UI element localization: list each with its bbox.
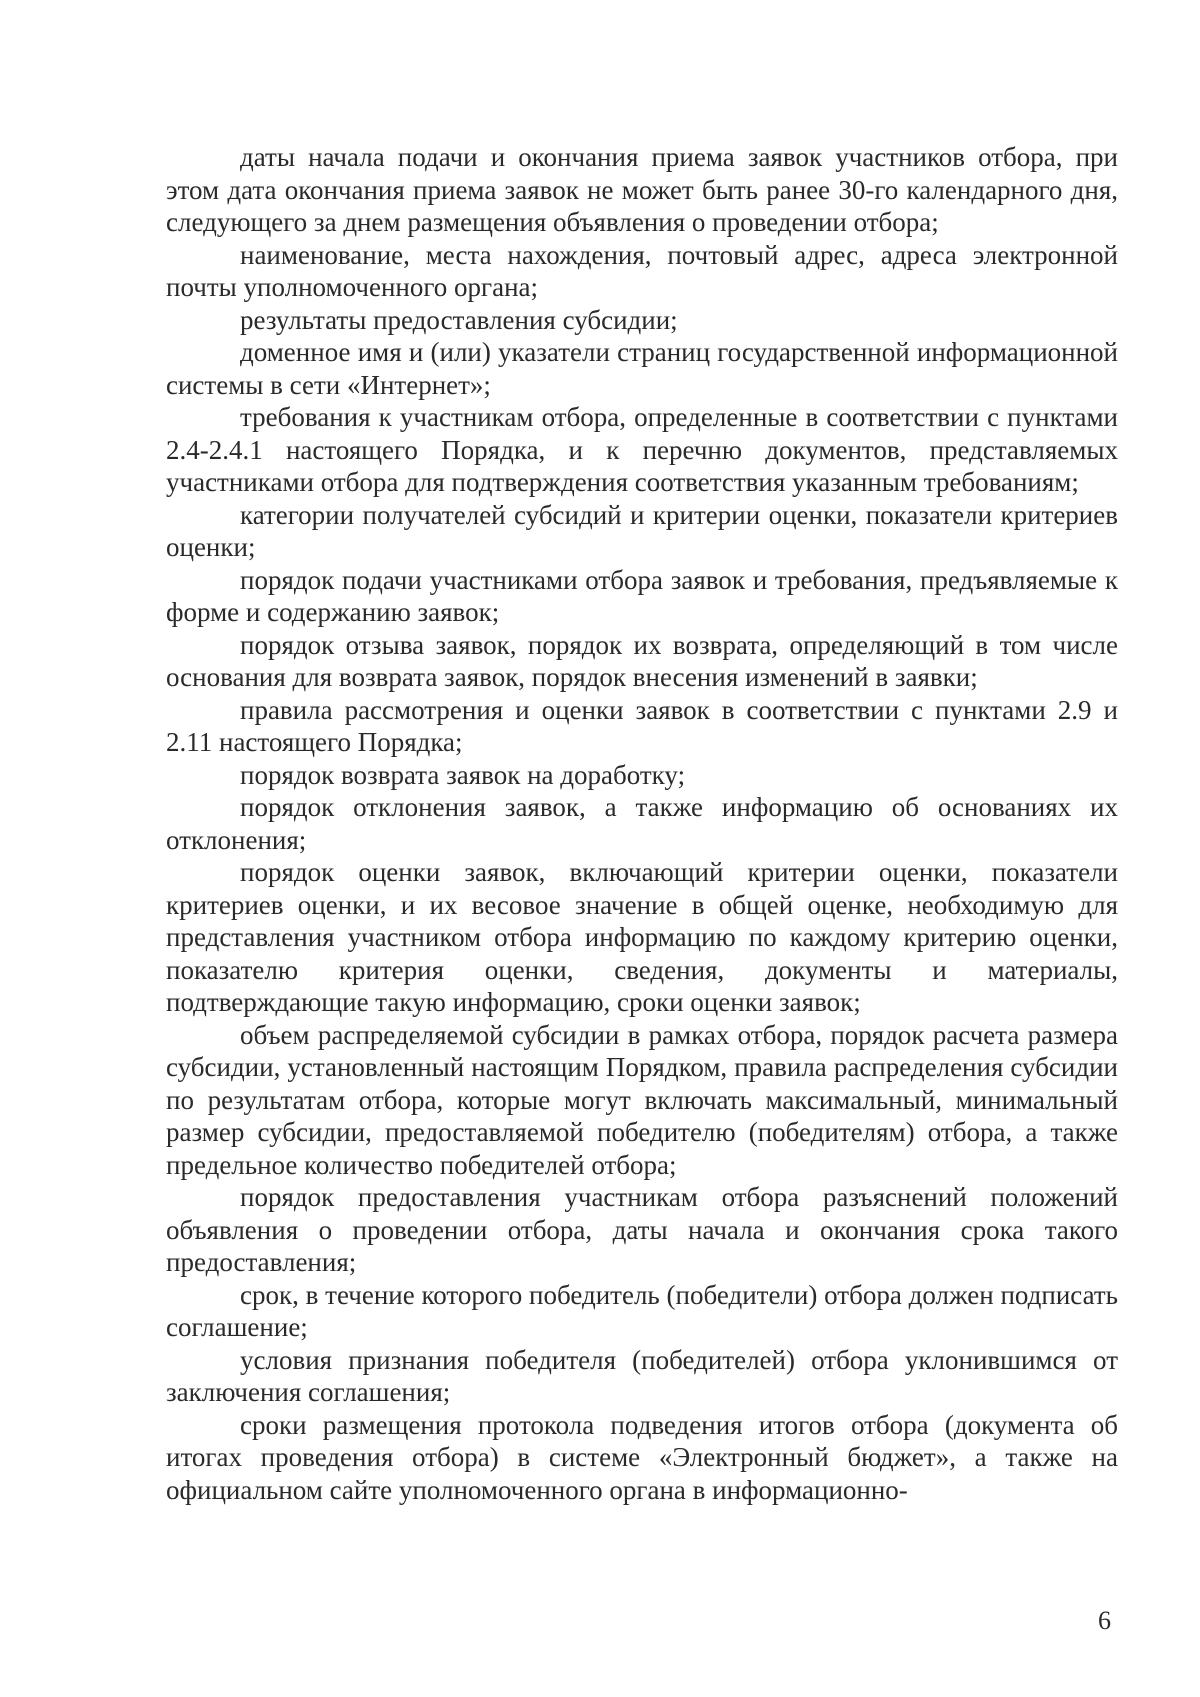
paragraph-participant-requirements: требования к участникам отбора, определенные в соответствии с пунктами 2.4-2.4.1 настоящего Порядка, и к перечню документов, представляемых участниками отбора для подтверждения соответствия указанным требованиям; — [166, 402, 1118, 497]
paragraph-subsidy-results: результаты предоставления субсидии; — [240, 304, 678, 335]
paragraph-clarifications: порядок предоставления участникам отбора разъяснений положений объявления о проведении отбора, даты начала и окончания срока такого предоставления; — [166, 1182, 1118, 1277]
paragraph-domain-name: доменное имя и (или) указатели страниц государственной информационной системы в сети «Интернет»; — [166, 337, 1118, 400]
paragraph-recipient-categories: категории получателей субсидий и критерии оценки, показатели критериев оценки; — [166, 499, 1118, 562]
paragraph-evasion-conditions: условия признания победителя (победителей) отбора уклонившимся от заключения соглашения; — [166, 1344, 1118, 1407]
paragraph-protocol-publication: сроки размещения протокола подведения итогов отбора (документа об итогах проведения отбора) в системе «Электронный бюджет», а также на официальном сайте уполномоченного органа в информационно- — [166, 1409, 1118, 1505]
paragraph-withdrawal-procedure: порядок отзыва заявок, порядок их возврата, определяющий в том числе основания для возврата заявок, порядок внесения изменений в заявки; — [166, 629, 1118, 692]
paragraph-subsidy-volume: объем распределяемой субсидии в рамках отбора, порядок расчета размера субсидии, установленный настоящим Порядком, правила распределения субсидии по результатам отбора, которые могут включать максимальный, минимальный размер субсидии, предоставляемой победителю (победителям) отбора, а также предельное количество победителей отбора; — [166, 1019, 1118, 1180]
paragraph-rejection-procedure: порядок отклонения заявок, а также информацию об основаниях их отклонения; — [166, 792, 1118, 855]
page-number: 6 — [1098, 1606, 1111, 1635]
document-body — [166, 141, 1118, 1506]
paragraph-submission-procedure: порядок подачи участниками отбора заявок и требования, предъявляемые к форме и содержанию заявок; — [166, 564, 1118, 627]
paragraph-agreement-deadline: срок, в течение которого победитель (победители) отбора должен подписать соглашение; — [166, 1279, 1118, 1342]
paragraph-application-dates: даты начала подачи и окончания приема заявок участников отбора, при этом дата окончания приема заявок не может быть ранее 30-го календарного дня, следующего за днем размещения объявления о проведении отбора; — [166, 142, 1118, 237]
paragraph-evaluation-procedure: порядок оценки заявок, включающий критерии оценки, показатели критериев оценки, и их весовое значение в общей оценке, необходимую для представления участником отбора информацию по каждому критерию оценки, показателю критерия оценки, сведения, документы и материалы, подтверждающие такую информацию, сроки оценки заявок; — [166, 857, 1118, 1017]
paragraph-return-for-revision: порядок возврата заявок на доработку; — [240, 759, 686, 790]
paragraph-authority-contacts: наименование, места нахождения, почтовый адрес, адреса электронной почты уполномоченного органа; — [166, 239, 1118, 302]
paragraph-review-rules: правила рассмотрения и оценки заявок в соответствии с пунктами 2.9 и 2.11 настоящего Порядка; — [166, 694, 1118, 757]
